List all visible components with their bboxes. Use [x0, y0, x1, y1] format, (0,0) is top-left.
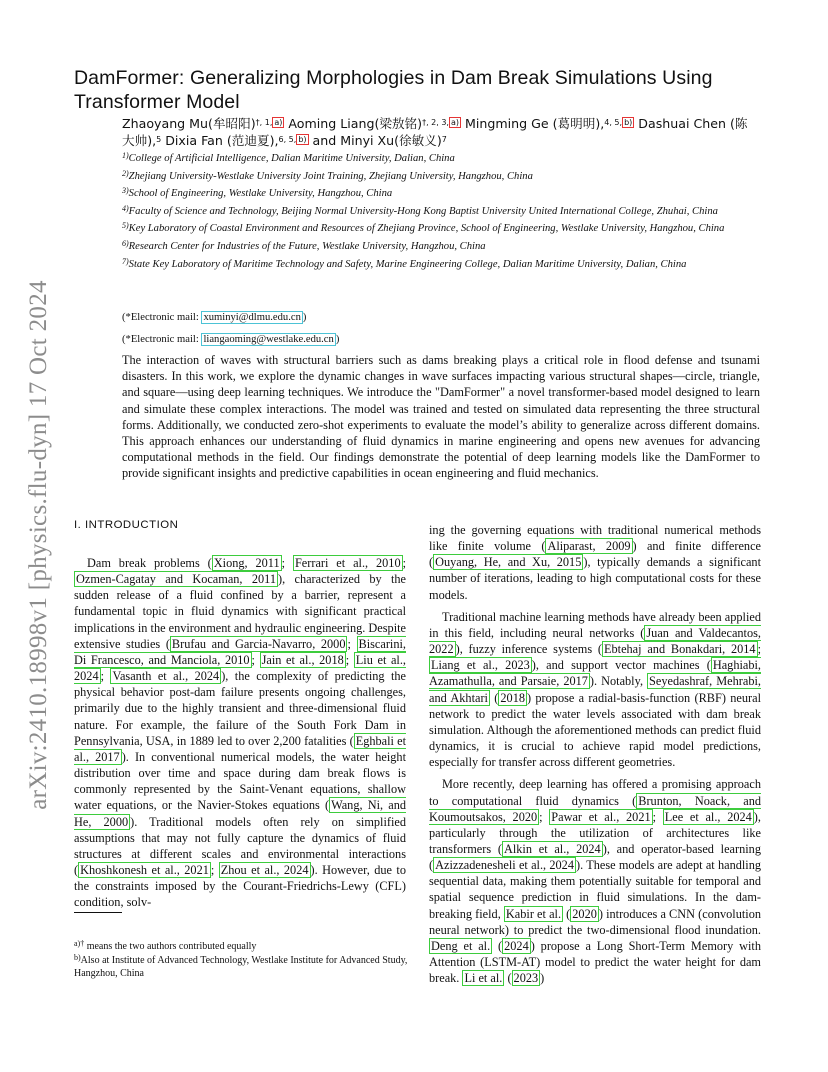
paragraph-text: ;: [345, 652, 354, 667]
author-footnote-link[interactable]: a): [274, 118, 283, 127]
paragraph-text: ), particularly through the utilization of architectures like transformers (: [429, 809, 761, 856]
citation-link[interactable]: Liu et al., 2024: [74, 652, 407, 684]
paragraph-text: ), the complexity of predicting the physical behavior post-dam failure presents ongoing challenges, primarily due to the highly transient and three-dimensional fluid nature. For example, the failure of the South Fork Dam in Pennsylvania, USA, in 1889 led to over 2,200 fatalities (: [74, 669, 406, 748]
affiliation-text: Faculty of Science and Technology, Beijing Normal University-Hong Kong Baptist University United International College, Zhuhai, China: [128, 205, 718, 217]
paragraph-text: ), and operator-based learning (: [429, 841, 761, 873]
paragraph-text: ;: [100, 669, 111, 684]
paragraph-text: ): [540, 971, 545, 986]
paragraph-text: ). However, due to the constraints imposed by the Courant-Friedrichs-Lewy (CFL) condition, solv-: [74, 862, 406, 910]
footnote-rule: [74, 912, 122, 913]
citation-link[interactable]: Biscarini, Di Francesco, and Manciola, 2010: [74, 636, 406, 667]
citation-link[interactable]: 2023: [513, 971, 539, 986]
right-column: [429, 522, 761, 992]
paragraph-text: ), fuzzy inference systems (: [455, 642, 602, 657]
affiliation-item: [122, 255, 757, 273]
affiliation-number: 2): [122, 168, 129, 178]
citation-link[interactable]: Zhou et al., 2024: [220, 862, 309, 877]
footnote: [74, 952, 409, 980]
author-mark: 7: [441, 135, 447, 144]
citation-link[interactable]: Juan and Valdecantos, 2022: [429, 625, 761, 657]
author-mark: †, 2, 3,: [422, 118, 449, 127]
paragraph-text: ) propose a Long Short-Term Memory with Attention (LSTM-AT) model to predict the water height for dam break.: [429, 938, 761, 986]
author-name: Dixia Fan (范迪夏),: [165, 133, 279, 148]
affiliation-item: [122, 184, 757, 202]
email-close: ): [302, 312, 307, 323]
citation-link[interactable]: Ouyang, He, and Xu, 2015: [435, 555, 582, 570]
footnote-mark: a): [74, 939, 81, 948]
email-label: (*Electronic mail:: [122, 334, 199, 345]
paragraph: [429, 522, 761, 603]
paragraph-text: ing the governing equations with traditional numerical methods like finite volume (: [429, 523, 761, 554]
author-footnote-link[interactable]: b): [624, 118, 633, 127]
paragraph-text: Dam break problems (: [87, 556, 212, 570]
citation-link[interactable]: Eghbali et al., 2017: [74, 733, 406, 764]
citation-link[interactable]: Ebtehaj and Bonakdari, 2014: [604, 642, 756, 657]
affiliation-item: [122, 202, 757, 220]
paragraph-text: (: [563, 906, 571, 921]
citation-link[interactable]: Ozmen-Cagatay and Kocaman, 2011: [76, 572, 276, 587]
paragraph-text: ;: [251, 652, 260, 667]
citation-link[interactable]: Brunton, Noack, and Koumoutsakos, 2020: [429, 793, 761, 824]
paragraph-text: ;: [347, 636, 357, 651]
affiliation-text: School of Engineering, Westlake University, Hangzhou, China: [128, 188, 393, 200]
citation-link[interactable]: Deng et al.: [431, 938, 491, 953]
citation-link[interactable]: Kabir et al.: [505, 906, 562, 921]
paragraph-text: ;: [281, 556, 293, 570]
author-mark: 6, 5,: [278, 135, 297, 144]
citation-link[interactable]: Pawar et al., 2021: [551, 809, 651, 824]
affiliation-text: College of Artificial Intelligence, Dalian Maritime University, Dalian, China: [128, 153, 455, 164]
citation-link[interactable]: Wang, Ni, and He, 2000: [74, 798, 406, 829]
paragraph-text: ;: [757, 642, 761, 657]
citation-link[interactable]: Khoshkonesh et al., 2021: [80, 862, 209, 877]
affiliation-item: [122, 219, 757, 237]
author-mark: 5: [156, 135, 162, 144]
affiliation-list: [122, 149, 757, 272]
paragraph-text: (: [504, 971, 512, 986]
paragraph: [429, 609, 761, 771]
paragraph-text: Traditional machine learning methods have already been applied in this field, including neural networks (: [429, 609, 761, 640]
paragraph-text: ). These models are adept at handling sequential data, making them potentially suitable for temporal and spatial sequence prediction in fluid simulations. In the dam-breaking field,: [429, 858, 761, 921]
email-link[interactable]: xuminyi@dlmu.edu.cn: [203, 312, 301, 323]
paragraph-text: ;: [402, 556, 407, 570]
email-link[interactable]: liangaoming@westlake.edu.cn: [203, 334, 334, 345]
paragraph-text: More recently, deep learning has offered a promising approach to computational fluid dynamics (: [429, 777, 761, 808]
paragraph-text: ). In conventional numerical models, the water height distribution over time and space during dam break flows is commonly represented by the Saint-Venant equations, shallow water equations, or the Navier-Stokes equations (: [74, 749, 406, 813]
footnote-text: Also at Institute of Advanced Technology, Westlake Institute for Advanced Study, Hangzhou, China: [74, 955, 408, 979]
email-label: (*Electronic mail:: [122, 312, 199, 323]
paragraph-text: ), typically demands a significant number of iterations, leading to high computational costs for these models.: [429, 555, 761, 602]
paragraph-text: ). Notably,: [589, 674, 648, 689]
author-name: Zhaoyang Mu(牟昭阳): [122, 116, 256, 131]
citation-link[interactable]: Jain et al., 2018: [261, 652, 344, 667]
citation-link[interactable]: Liang et al., 2023: [431, 658, 530, 673]
paper-title: DamFormer: Generalizing Morphologies in Dam Break Simulations Using Transformer Model: [74, 67, 713, 113]
email-close: ): [335, 334, 340, 345]
affiliation-number: 4): [122, 203, 129, 213]
citation-link[interactable]: Seyedashraf, Mehrabi, and Akhtari: [429, 674, 761, 705]
affiliation-text: State Key Laboratory of Maritime Technology and Safety, Marine Engineering College, Dalian Maritime University, Dalian, China: [128, 258, 687, 270]
paragraph-text: ), characterized by the sudden release of a fluid confined by a barrier, represent a fundamental topic in fluid dynamics with significant practical implications in the environment and hydraulic engineering. Despite extensive studies (: [74, 572, 406, 651]
author-name: and Minyi Xu(徐敏义): [312, 133, 442, 148]
arxiv-identifier-sidebar: [18, 255, 60, 835]
citation-link[interactable]: Aliparast, 2009: [547, 539, 631, 554]
email-line: [122, 311, 306, 325]
citation-link[interactable]: 2020: [572, 906, 597, 921]
author-name: Mingming Ge (葛明明),: [465, 116, 605, 131]
footnote-mark: †: [80, 939, 85, 948]
author-mark: †, 1,: [255, 118, 273, 127]
affiliation-text: Zhejiang University-Westlake University Joint Training, Zhejiang University, Hangzhou, China: [128, 170, 533, 182]
paragraph-text: ). Traditional models often rely on simplified assumptions that may not fully capture the dynamics of fluid structures at different scales and environmental interactions (: [74, 814, 406, 877]
paragraph: [74, 555, 406, 910]
paragraph-text: ) propose a radial-basis-function (RBF) neural network to predict the water levels associated with dam break simulation. Although the aforementioned methods can predict fluid dynamics, it is crucial to achieve rapid model predictions, especially for transfer across different geometries.: [429, 690, 761, 770]
citation-link[interactable]: Azizzadenesheli et al., 2024: [435, 858, 574, 873]
paragraph-text: ;: [652, 809, 663, 824]
citation-link[interactable]: Xiong, 2011: [213, 556, 280, 570]
citation-link[interactable]: Vasanth et al., 2024: [112, 669, 220, 684]
affiliation-text: Key Laboratory of Coastal Environment and Resources of Zhejiang Province, School of Engineering, Westlake University, Hangzhou, China: [128, 223, 725, 235]
affiliation-item: [122, 237, 757, 255]
footnote-mark: b): [74, 953, 81, 962]
arxiv-identifier-text: arXiv:2410.18998v1 [physics.flu-dyn] 17 Oct 2024: [25, 280, 52, 810]
paragraph-text: ) and finite difference (: [429, 539, 761, 570]
affiliation-number: 6): [122, 238, 129, 248]
email-line: [122, 333, 339, 347]
paragraph-text: ;: [539, 809, 550, 824]
paragraph-text: ;: [210, 862, 219, 877]
affiliation-number: 3): [122, 186, 129, 196]
affiliation-item: [122, 167, 757, 185]
paragraph-text: ), and support vector machines (: [531, 658, 711, 673]
affiliation-number: 5): [122, 221, 129, 231]
paragraph-text: (: [492, 938, 503, 953]
paragraph-text: ) introduces a CNN (convolution neural network) to predict the two-dimensional flood inundation.: [429, 906, 761, 937]
paragraph: [429, 776, 761, 986]
citation-link[interactable]: Haghiabi, Azamathulla, and Parsaie, 2017: [429, 658, 761, 689]
author-name: Aoming Liang(梁敖铭): [288, 116, 423, 131]
citation-link[interactable]: Lee et al., 2024: [664, 809, 752, 824]
paragraph-text: (: [489, 690, 499, 705]
citation-link[interactable]: 2018: [500, 690, 525, 705]
affiliation-item: [122, 149, 757, 167]
author-list: [122, 115, 757, 149]
left-column: [74, 555, 406, 916]
citation-link[interactable]: Ferrari et al., 2010: [294, 556, 401, 570]
author-mark: 4, 5,: [604, 118, 623, 127]
affiliation-number: 7): [122, 256, 129, 266]
citation-link[interactable]: 2024: [504, 938, 529, 953]
footnote-text: means the two authors contributed equally: [86, 941, 257, 952]
abstract: The interaction of waves with structural barriers such as dams breaking plays a critical role in flood defense and tsunami disasters. In this work, we explore the dynamic changes in wave surfaces impacting various structural shapes—circle, triangle, and square—using deep learning techniques. We introduce the "DamFormer" a novel transformer-based model designed to learn and simulate these complex interactions. The model was trained and tested on simulated data representing the three structural forms. Additionally, we conducted zero-shot experiments to evaluate the model’s ability to generalize across different domains. This approach enhances our understanding of fluid dynamics in marine engineering and opens new avenues for advancing computational methods in the field. Our findings demonstrate the potential of deep learning models like the DamFormer to provide significant insights and predictive capabilities in ocean engineering and fluid mechanics.: [122, 353, 760, 481]
affiliation-number: 1): [122, 151, 129, 160]
citation-link[interactable]: Brufau and Garcia-Navarro, 2000: [171, 636, 346, 651]
citation-link[interactable]: Li et al.: [464, 971, 503, 986]
author-name: Dashuai Chen (陈大帅),: [122, 116, 748, 148]
affiliation-text: Research Center for Industries of the Future, Westlake University, Hangzhou, China: [128, 240, 486, 252]
citation-link[interactable]: Alkin et al., 2024: [503, 841, 601, 856]
section-heading: I. INTRODUCTION: [74, 519, 179, 531]
author-footnote-link[interactable]: b): [298, 135, 307, 144]
author-footnote-link[interactable]: a): [450, 118, 460, 127]
